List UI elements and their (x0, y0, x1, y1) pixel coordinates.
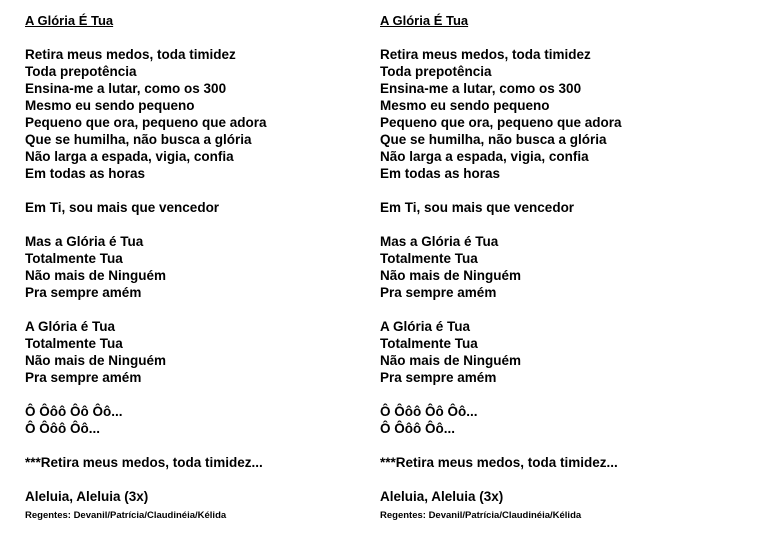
lyric-line: A Glória é Tua (25, 319, 116, 334)
stanza-gap (25, 182, 385, 199)
stanza-gap (25, 216, 385, 233)
lyric-line: Totalmente Tua (25, 336, 123, 351)
stanza-gap (380, 386, 740, 403)
lyric-line: Não mais de Ninguém (380, 353, 522, 368)
stanza-gap (25, 437, 385, 454)
lyric-line: Pra sempre amém (380, 370, 497, 385)
lyric-line: Pra sempre amém (380, 285, 497, 300)
lyric-line: Que se humilha, não busca a glória (380, 132, 607, 147)
lyric-line: Em todas as horas (25, 166, 146, 181)
lyric-line: Totalmente Tua (380, 251, 478, 266)
lyric-line: Mas a Glória é Tua (25, 234, 144, 249)
stanza-gap (25, 29, 385, 46)
stanza-gap (380, 182, 740, 199)
lyric-line: Totalmente Tua (380, 336, 478, 351)
stanza-gap (380, 437, 740, 454)
song-title: A Glória É Tua (25, 13, 114, 28)
lyric-line: Ô Ôôô Ôô... (25, 421, 100, 436)
lyric-line: Não larga a espada, vigia, confia (380, 149, 589, 164)
lyric-line: Ô Ôôô Ôô Ôô... (380, 404, 478, 419)
song-title: A Glória É Tua (380, 13, 469, 28)
stanza-gap (25, 471, 385, 488)
stanza-gap (380, 29, 740, 46)
lyric-line: Totalmente Tua (25, 251, 123, 266)
lyric-line: Pequeno que ora, pequeno que adora (25, 115, 267, 130)
lyric-line: Em todas as horas (380, 166, 501, 181)
lyric-line: Retira meus medos, toda timidez (380, 47, 591, 62)
lyric-line: Mesmo eu sendo pequeno (25, 98, 195, 113)
stanza-gap (380, 216, 740, 233)
lyric-line: Mas a Glória é Tua (380, 234, 499, 249)
lyric-line: Não mais de Ninguém (25, 268, 167, 283)
lyric-line: Mesmo eu sendo pequeno (380, 98, 550, 113)
stanza-gap (25, 386, 385, 403)
lyric-line: Pequeno que ora, pequeno que adora (380, 115, 622, 130)
lyric-line: Não larga a espada, vigia, confia (25, 149, 234, 164)
credits-line: Regentes: Devanil/Patrícia/Claudinéia/Kélida (25, 510, 227, 521)
lyric-line: Não mais de Ninguém (380, 268, 522, 283)
lyric-line: Que se humilha, não busca a glória (25, 132, 252, 147)
lyric-line: ***Retira meus medos, toda timidez... (25, 455, 263, 470)
lyric-line: Aleluia, Aleluia (3x) (25, 489, 149, 504)
lyrics-sheet-right (380, 12, 740, 523)
lyric-line: Retira meus medos, toda timidez (25, 47, 236, 62)
lyric-line: A Glória é Tua (380, 319, 471, 334)
lyric-line: Ô Ôôô Ôô... (380, 421, 455, 436)
lyric-line: Toda prepotência (380, 64, 492, 79)
lyric-line: Pra sempre amém (25, 370, 142, 385)
lyric-line: Pra sempre amém (25, 285, 142, 300)
lyric-line: ***Retira meus medos, toda timidez... (380, 455, 618, 470)
lyrics-sheet-left (25, 12, 385, 523)
credits-line: Regentes: Devanil/Patrícia/Claudinéia/Kélida (380, 510, 582, 521)
lyric-line: Ensina-me a lutar, como os 300 (25, 81, 227, 96)
stanza-gap (380, 471, 740, 488)
lyric-line: Aleluia, Aleluia (3x) (380, 489, 504, 504)
lyric-line: Em Ti, sou mais que vencedor (380, 200, 575, 215)
lyric-line: Ô Ôôô Ôô Ôô... (25, 404, 123, 419)
lyric-line: Ensina-me a lutar, como os 300 (380, 81, 582, 96)
lyric-line: Em Ti, sou mais que vencedor (25, 200, 220, 215)
stanza-gap (380, 301, 740, 318)
lyric-line: Toda prepotência (25, 64, 137, 79)
lyric-line: Não mais de Ninguém (25, 353, 167, 368)
stanza-gap (25, 301, 385, 318)
